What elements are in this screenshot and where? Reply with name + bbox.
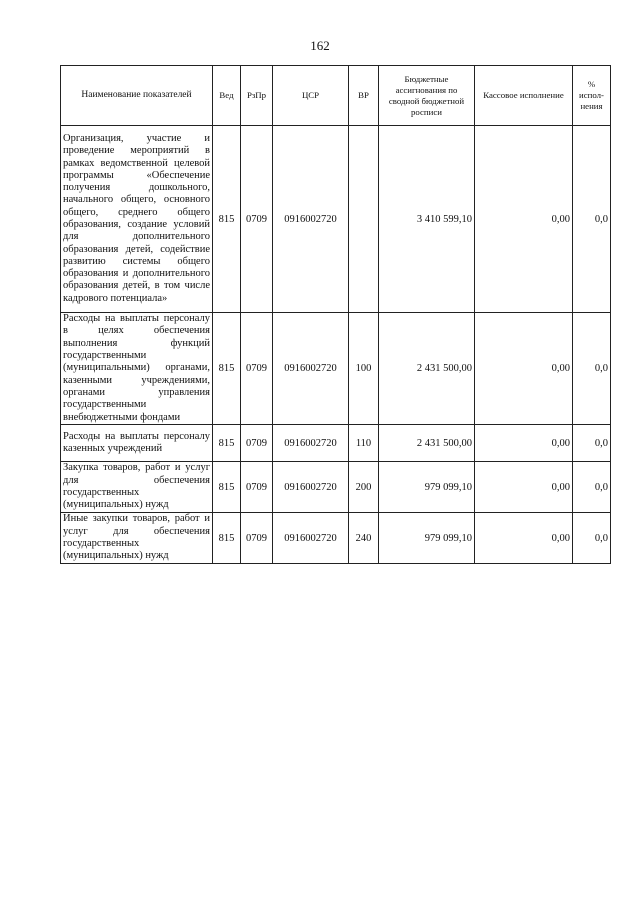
row-cash: 0,00 (475, 513, 573, 564)
header-name: Наименование показателей (61, 66, 213, 126)
row-name: Расходы на выплаты персоналу казенных учреждений (61, 425, 213, 462)
row-name: Организация, участие и проведение мероприятий в рамках ведомственной целевой программы «Обеспечение получения дошкольного, начального общего, основного общего, среднего общего образования, создание условий для дополнительного образования детей, содействие развитию системы общего образования и дополнительного образования детей, в том числе кадрового потенциала» (61, 126, 213, 313)
row-ved: 815 (213, 513, 241, 564)
row-budget: 979 099,10 (379, 462, 475, 513)
row-name: Закупка товаров, работ и услуг для обеспечения государственных (муниципальных) нужд (61, 462, 213, 513)
row-csr: 0916002720 (273, 462, 349, 513)
row-cash: 0,00 (475, 462, 573, 513)
header-budget: Бюджетные ассигнования по сводной бюджетной росписи (379, 66, 475, 126)
table-row (61, 425, 611, 462)
table-row (61, 513, 611, 564)
row-rzpr: 0709 (241, 313, 273, 425)
table-row (61, 126, 611, 313)
row-ved: 815 (213, 126, 241, 313)
row-ved: 815 (213, 313, 241, 425)
row-name: Иные закупки товаров, работ и услуг для обеспечения государственных (муниципальных) нужд (61, 513, 213, 564)
row-rzpr: 0709 (241, 425, 273, 462)
row-vr: 240 (349, 513, 379, 564)
row-percent: 0,0 (573, 126, 611, 313)
row-name: Расходы на выплаты персоналу в целях обеспечения выполнения функций государственными (муниципальными) органами, казенными учреждениями, органами управления государственными внебюджетными фондами (61, 313, 213, 425)
row-vr: 200 (349, 462, 379, 513)
row-cash: 0,00 (475, 126, 573, 313)
header-cash: Кассовое исполнение (475, 66, 573, 126)
header-vr: ВР (349, 66, 379, 126)
row-budget: 2 431 500,00 (379, 425, 475, 462)
row-vr (349, 126, 379, 313)
header-csr: ЦСР (273, 66, 349, 126)
table-row (61, 462, 611, 513)
row-csr: 0916002720 (273, 313, 349, 425)
row-rzpr: 0709 (241, 513, 273, 564)
row-cash: 0,00 (475, 425, 573, 462)
row-rzpr: 0709 (241, 126, 273, 313)
table-header-row (61, 66, 611, 126)
row-csr: 0916002720 (273, 126, 349, 313)
row-rzpr: 0709 (241, 462, 273, 513)
row-cash: 0,00 (475, 313, 573, 425)
row-percent: 0,0 (573, 513, 611, 564)
table-row (61, 313, 611, 425)
row-budget: 2 431 500,00 (379, 313, 475, 425)
row-percent: 0,0 (573, 313, 611, 425)
row-csr: 0916002720 (273, 425, 349, 462)
row-budget: 979 099,10 (379, 513, 475, 564)
row-vr: 110 (349, 425, 379, 462)
header-percent: % испол-нения (573, 66, 611, 126)
header-ved: Вед (213, 66, 241, 126)
row-percent: 0,0 (573, 462, 611, 513)
page-number: 162 (310, 38, 330, 53)
row-ved: 815 (213, 462, 241, 513)
budget-execution-table (60, 65, 611, 564)
header-rzpr: РзПр (241, 66, 273, 126)
row-ved: 815 (213, 425, 241, 462)
row-percent: 0,0 (573, 425, 611, 462)
row-vr: 100 (349, 313, 379, 425)
row-csr: 0916002720 (273, 513, 349, 564)
row-budget: 3 410 599,10 (379, 126, 475, 313)
